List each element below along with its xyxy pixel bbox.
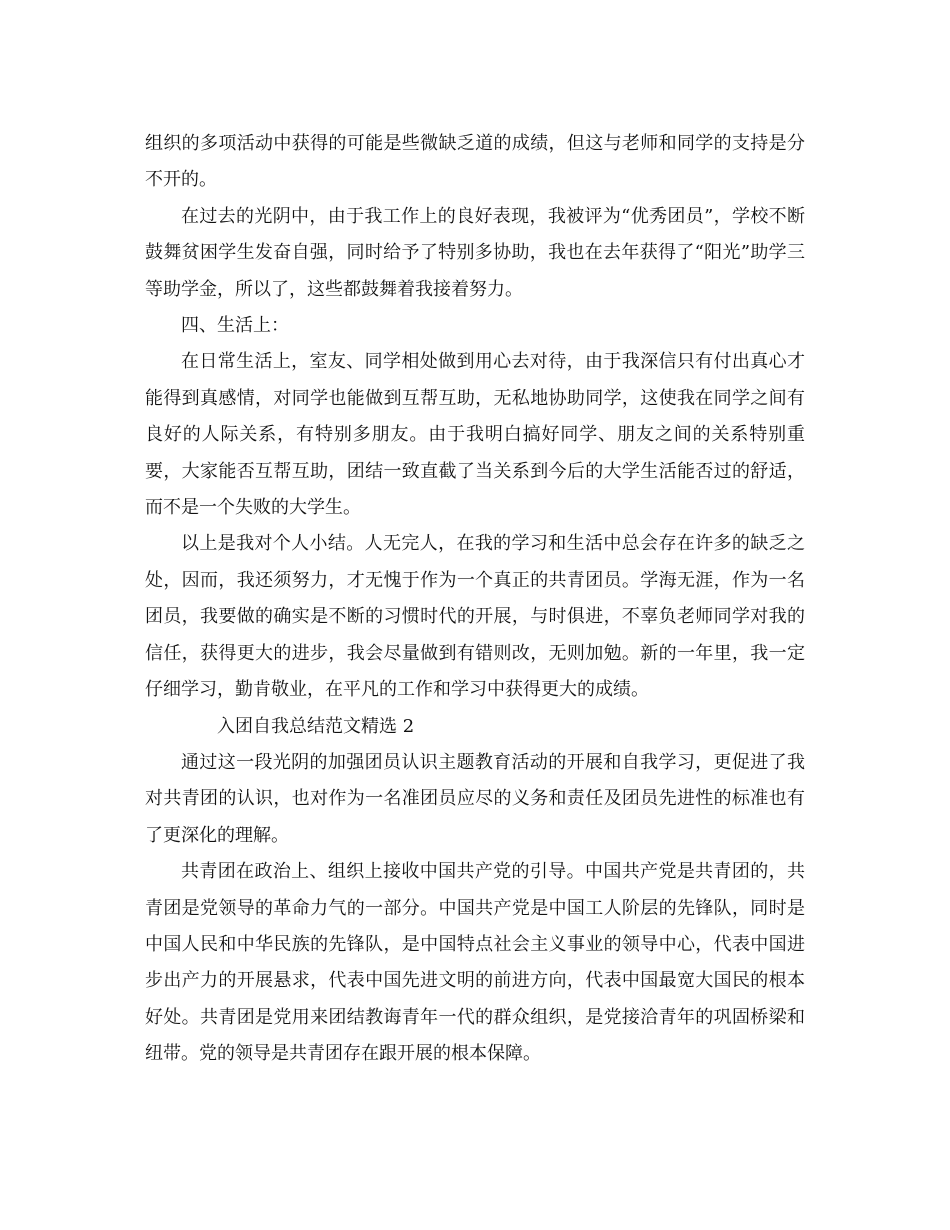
article-subtitle: 入团自我总结范文精选 2 (217, 715, 415, 737)
paragraph-award: 在过去的光阴中，由于我工作上的良好表现，我被评为“优秀团员”，学校不断鼓舞贫困学生发奋自强，同时给予了特别多协助，我也在去年获得了“阳光”助学三等助学金，所以了，这些都鼓舞着我接着努力。 (145, 205, 805, 300)
paragraph-continuation: 组织的多项活动中获得的可能是些微缺乏道的成绩，但这与老师和同学的支持是分不开的。 (145, 133, 805, 191)
document-body (145, 126, 805, 1073)
paragraph-daily-life: 在日常生活上，室友、同学相处做到用心去对待，由于我深信只有付出真心才能得到真感情，对同学也能做到互帮互助，无私地协助同学，这使我在同学之间有良好的人际关系，有特别多朋友。由于我明白搞好同学、朋友之间的关系特别重要，大家能否互帮互助，团结一致直截了当关系到今后的大学生活能否过的舒适，而不是一个失败的大学生。 (145, 351, 805, 519)
paragraph-league-party: 共青团在政治上、组织上接收中国共产党的引导。中国共产党是共青团的，共青团是党领导的革命力气的一部分。中国共产党是中国工人阶层的先锋队，同时是中国人民和中华民族的先锋队，是中国特点社会主义事业的领导中心，代表中国进步出产力的开展悬求，代表中国先进文明的前进方向，代表中国最宽大国民的根本好处。共青团是党用来团结教诲青年一代的群众组织，是党接洽青年的巩固桥梁和纽带。党的领导是共青团存在跟开展的根本保障。 (145, 861, 805, 1065)
paragraph-summary: 以上是我对个人小结。人无完人，在我的学习和生活中总会存在许多的缺乏之处，因而，我还须努力，才无愧于作为一个真正的共青团员。学海无涯，作为一名团员，我要做的确实是不断的习惯时代的开展，与时俱进，不辜负老师同学对我的信任，获得更大的进步，我会尽量做到有错则改，无则加勉。新的一年里，我一定仔细学习，勤肯敬业，在平凡的工作和学习中获得更大的成绩。 (145, 533, 805, 701)
paragraph-intro-2: 通过这一段光阴的加强团员认识主题教育活动的开展和自我学习，更促进了我对共青团的认识，也对作为一名准团员应尽的义务和责任及团员先进性的标准也有了更深化的理解。 (145, 751, 805, 846)
section-heading-life: 四、生活上： (181, 315, 289, 337)
